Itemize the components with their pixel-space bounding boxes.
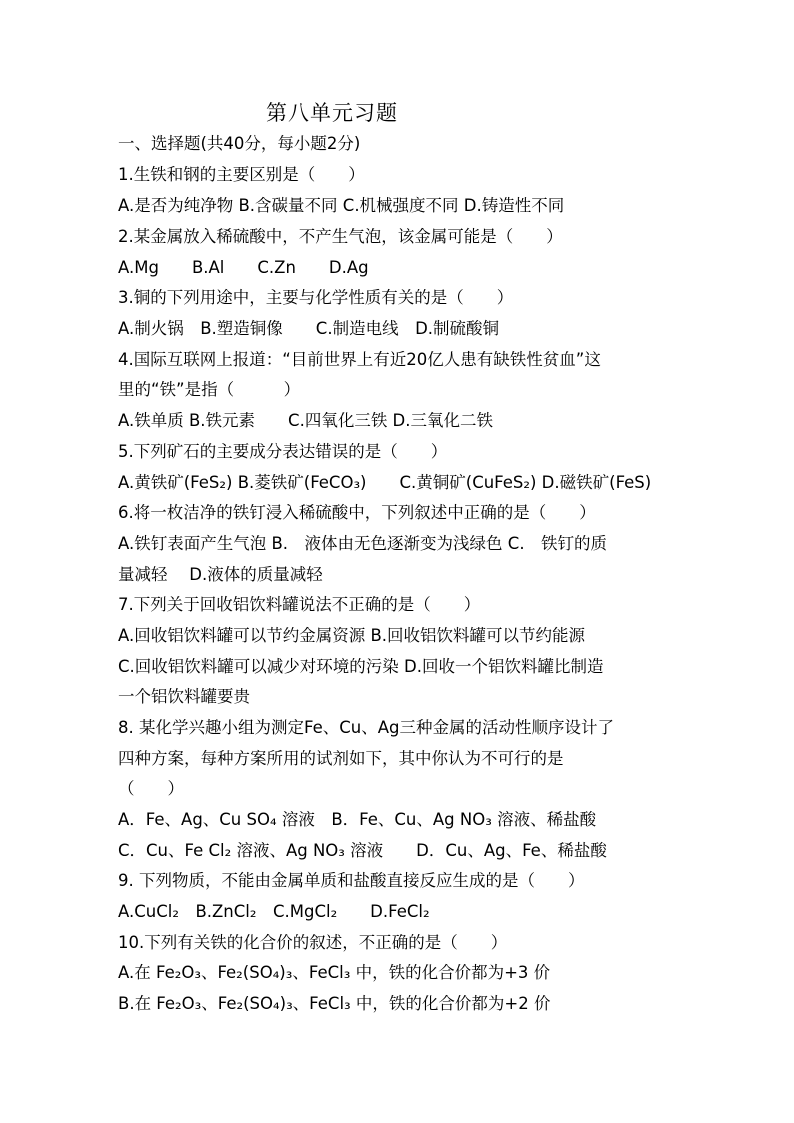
q7-option-cd-cont: 一个铝饮料罐要贵 xyxy=(118,687,250,706)
q6-options-cont: 量减轻 D.液体的质量减轻 xyxy=(118,565,323,584)
q1-stem: 1.生铁和钢的主要区别是（ ） xyxy=(118,165,365,184)
q3-options: A.制火锅 B.塑造铜像 C.制造电线 D.制硫酸铜 xyxy=(118,319,500,338)
q5-stem: 5.下列矿石的主要成分表达错误的是（ ） xyxy=(118,442,448,461)
q5-options: A.黄铁矿(FeS₂) B.菱铁矿(FeCO₃) C.黄铜矿(CuFeS₂) D.磁铁矿(FeS) xyxy=(118,473,652,492)
q7-option-ab: A.回收铝饮料罐可以节约金属资源 B.回收铝饮料罐可以节约能源 xyxy=(118,626,586,645)
q9-stem: 9. 下列物质，不能由金属单质和盐酸直接反应生成的是（ ） xyxy=(118,871,585,890)
q2-stem: 2.某金属放入稀硫酸中，不产生气泡，该金属可能是（ ） xyxy=(118,227,563,246)
q10-stem: 10.下列有关铁的化合价的叙述，不正确的是（ ） xyxy=(118,933,508,952)
q8-stem: 8. 某化学兴趣小组为测定Fe、Cu、Ag三种金属的活动性顺序设计了 xyxy=(118,718,614,737)
q10-option-a: A.在 Fe₂O₃、Fe₂(SO₄)₃、FeCl₃ 中，铁的化合价都为+3 价 xyxy=(118,963,551,982)
q7-option-cd: C.回收铝饮料罐可以减少对环境的污染 D.回收一个铝饮料罐比制造 xyxy=(118,657,604,676)
q8-stem-cont: 四种方案，每种方案所用的试剂如下，其中你认为不可行的是 xyxy=(118,749,564,768)
section-heading: 一、选择题(共40分，每小题2分) xyxy=(118,134,361,153)
q3-stem: 3.铜的下列用途中，主要与化学性质有关的是（ ） xyxy=(118,288,514,307)
q4-options: A.铁单质 B.铁元素 C.四氧化三铁 D.三氧化二铁 xyxy=(118,411,494,430)
q6-stem: 6.将一枚洁净的铁钉浸入稀硫酸中，下列叙述中正确的是（ ） xyxy=(118,503,596,522)
q4-stem: 4.国际互联网上报道：“目前世界上有近20亿人患有缺铁性贫血”这 xyxy=(118,350,601,369)
q8-option-cd: C．Cu、Fe Cl₂ 溶液、Ag NO₃ 溶液 D．Cu、Ag、Fe、稀盐酸 xyxy=(118,841,607,860)
q10-option-b: B.在 Fe₂O₃、Fe₂(SO₄)₃、FeCl₃ 中，铁的化合价都为+2 价 xyxy=(118,994,551,1013)
q7-stem: 7.下列关于回收铝饮料罐说法不正确的是（ ） xyxy=(118,595,481,614)
q8-answer-blank: （ ） xyxy=(118,779,184,798)
q2-options: A.Mg B.Al C.Zn D.Ag xyxy=(118,258,369,277)
q1-options: A.是否为纯净物 B.含碳量不同 C.机械强度不同 D.铸造性不同 xyxy=(118,196,565,215)
q6-options: A.铁钉表面产生气泡 B. 液体由无色逐渐变为浅绿色 C. 铁钉的质 xyxy=(118,534,608,553)
q4-stem-cont: 里的“铁”是指（ ） xyxy=(118,380,301,399)
q8-option-ab: A．Fe、Ag、Cu SO₄ 溶液 B．Fe、Cu、Ag NO₃ 溶液、稀盐酸 xyxy=(118,810,597,829)
q9-options: A.CuCl₂ B.ZnCl₂ C.MgCl₂ D.FeCl₂ xyxy=(118,902,430,921)
document-title: 第八单元习题 xyxy=(266,101,398,125)
